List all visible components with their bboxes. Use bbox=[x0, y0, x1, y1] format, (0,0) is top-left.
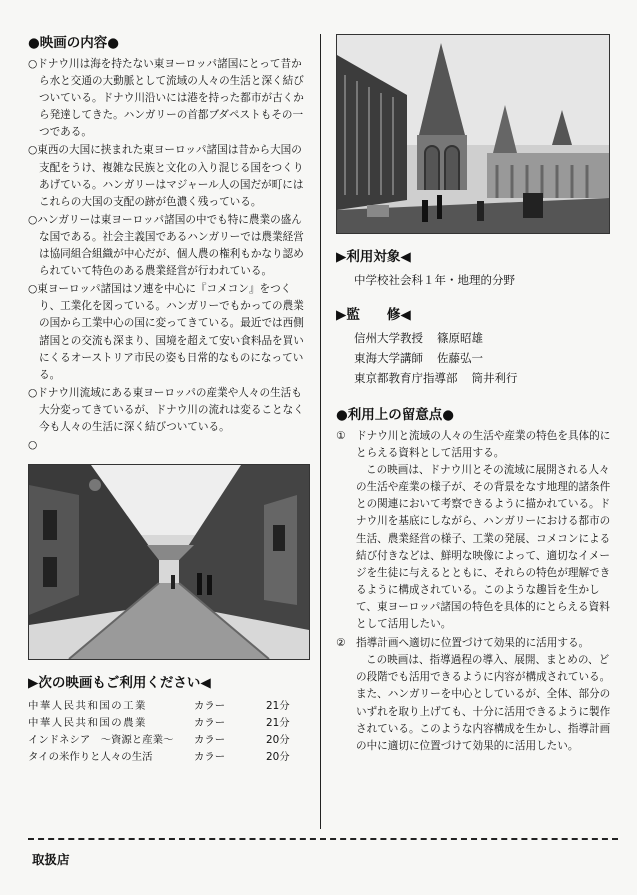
content-item-4: ○東ヨーロッパ諸国はソ連を中心に『コメコン』をつくり、工業化を図っている。ハンガリーでもかっての農業の国から工業中心の国に変ってきている。最近では西側諸国との交流も深まり、国境を超えて安い食料品を買いにくるオーストリア市民の姿も日常的なものになっている。 bbox=[28, 283, 304, 381]
note-2-body: この映画は、指導過程の導入、展開、まとめの、どの段階でも活用できるように内容が構成されている。また、ハンガリーを中心としているが、全体、部分のいずれを取り上げても、十分に活用できるように製作されている。このような内容構成を生かし、指導計画の中に適切に位置づけて効果的に活用したい。 bbox=[356, 654, 611, 752]
content-heading: ●映画の内容● bbox=[28, 35, 120, 51]
film-duration: 20分 bbox=[266, 751, 290, 764]
table-row bbox=[28, 730, 290, 747]
target-heading: ▶利用対象◀ bbox=[336, 249, 411, 265]
right-column bbox=[336, 34, 618, 755]
supervisor-org: 信州大学教授 bbox=[354, 331, 423, 345]
supervisor-name: 篠原昭雄 bbox=[437, 331, 483, 345]
street-photo bbox=[28, 464, 310, 660]
other-films-section bbox=[28, 674, 310, 764]
content-item-5: ○ドナウ川流域にある東ヨーロッパの産業や人々の生活も大分変ってきているが、ドナウ川の流れは変ることなく今も人々の生活に深く結びついている。 bbox=[28, 386, 304, 433]
footer-divider bbox=[28, 838, 618, 840]
content-list bbox=[28, 56, 310, 454]
supervisor-row bbox=[336, 368, 618, 388]
left-column bbox=[28, 34, 310, 764]
supervisor-org: 東海大学講師 bbox=[354, 351, 423, 365]
content-item-1: ○ドナウ川は海を持たない東ヨーロッパ諸国にとって昔から水と交通の大動脈として流域の人々の生活と深く結びついている。ドナウ川沿いには港を持った都市が古くから発達してきた。ハンガリーの首都ブダペストもその一つである。 bbox=[28, 58, 304, 139]
content-item-2: ○東西の大国に挟まれた東ヨーロッパ諸国は昔から大国の支配をうけ、複雑な民族と文化の入り混じる国をつくりあげている。ハンガリーはマジャール人の国だが町にはこれらの大国の支配の跡が色濃く残っている。 bbox=[28, 144, 304, 208]
table-row bbox=[28, 713, 290, 730]
content-end-mark: ○ bbox=[28, 439, 38, 452]
supervisor-row bbox=[336, 348, 618, 368]
film-type: カラー bbox=[194, 700, 226, 713]
supervisor-org: 東京都教育庁指導部 bbox=[354, 371, 458, 385]
note-1-title: ① ドナウ川と流域の人々の生活や産業の特色を具体的にとらえる資料として活用する。 bbox=[336, 430, 611, 460]
film-title: 中華人民共和国の工業 bbox=[28, 700, 147, 713]
films-table bbox=[28, 696, 290, 764]
castle-photo bbox=[336, 34, 610, 234]
film-title: タイの米作りと人々の生活 bbox=[28, 751, 153, 764]
film-type: カラー bbox=[194, 717, 226, 730]
supervision-section bbox=[336, 306, 618, 388]
supervisor-name: 筒井利行 bbox=[471, 371, 518, 385]
supervisor-name: 佐藤弘一 bbox=[437, 351, 483, 365]
footer-label: 取扱店 bbox=[32, 852, 70, 867]
film-duration: 21分 bbox=[266, 700, 290, 713]
table-row bbox=[28, 747, 290, 764]
film-title: 中華人民共和国の農業 bbox=[28, 717, 147, 730]
column-divider bbox=[320, 34, 321, 829]
film-duration: 20分 bbox=[266, 734, 290, 747]
supervision-heading: ▶監 修◀ bbox=[336, 307, 411, 323]
film-duration: 21分 bbox=[266, 717, 290, 730]
notes-heading: ●利用上の留意点● bbox=[336, 407, 455, 423]
film-title: インドネシア ～資源と産業～ bbox=[28, 734, 174, 747]
notes-section bbox=[336, 406, 618, 755]
film-type: カラー bbox=[194, 734, 226, 747]
note-1-body: この映画は、ドナウ川とその流域に展開される人々の生活や産業の様子が、その背景をなす地理的諸条件との関連において考察できるように描かれている。ドナウ川を基底にしながら、ハンガリーにおける都市の生活、農業経営の様子、工業の発展、コメコンによる結び付きなどは、鮮明な映像によって、適切なイメージを生徒に与えるとともに、それらの特色が理解できるように構成されている。このような趣旨を生かして、東ヨーロッパ諸国の特色を具体的にとらえる資料として活用したい。 bbox=[356, 464, 611, 631]
target-section bbox=[336, 248, 618, 290]
other-films-heading: ▶次の映画もご利用ください◀ bbox=[28, 675, 211, 692]
content-item-3: ○ハンガリーは東ヨーロッパ諸国の中でも特に農業の盛んな国である。社会主義国であるハンガリーでは農業経営は協同組合組織が中心だが、個人農の権利もかなり認められていて特色のある農業経営が行われている。 bbox=[28, 213, 304, 278]
film-type: カラー bbox=[194, 751, 226, 764]
note-2-title: ② 指導計画へ適切に位置づけて効果的に活用する。 bbox=[336, 637, 590, 650]
table-row bbox=[28, 696, 290, 713]
supervisor-row bbox=[336, 328, 618, 348]
target-value: 中学校社会科１年・地理的分野 bbox=[354, 273, 515, 287]
